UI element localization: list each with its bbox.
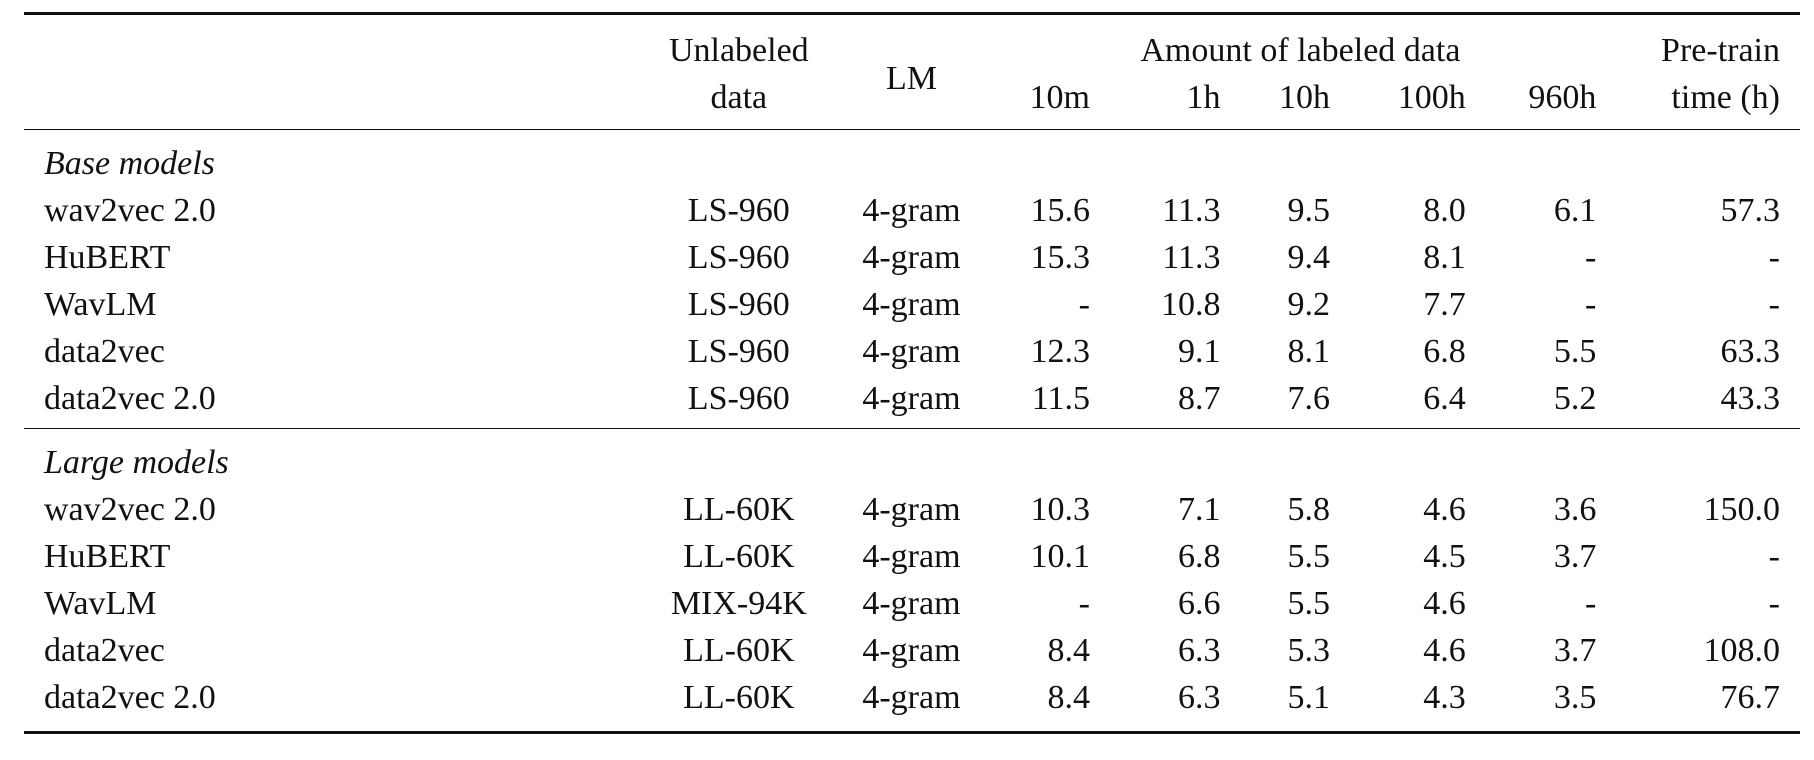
cell-pretrain: - [1768,239,1780,276]
cell-model: data2vec [44,632,165,669]
cell-100h: 6.4 [1423,380,1466,417]
cell-lm: 4-gram [862,380,961,417]
cell-1h: 11.3 [1162,239,1221,276]
header-pretrain-line1: Pre-train [1661,32,1780,69]
cell-unlabeled: LS-960 [687,192,790,229]
section-title-row [24,130,1800,188]
section-base-models [24,130,1800,429]
section-title: Base models [44,145,215,182]
cell-100h: 4.6 [1423,491,1466,528]
header-amount-labeled: Amount of labeled data [1140,32,1461,69]
cell-model: WavLM [44,286,157,323]
cell-lm: 4-gram [862,632,961,669]
table-row [24,674,1800,733]
cell-pretrain: 43.3 [1720,380,1780,417]
table-row [24,580,1800,627]
header-col-960h: 960h [1528,79,1597,116]
cell-10m: 8.4 [1047,632,1090,669]
table-row [24,627,1800,674]
cell-10h: 5.1 [1287,679,1330,716]
cell-100h: 4.5 [1423,538,1466,575]
cell-960h: 6.1 [1553,192,1597,229]
cell-10h: 9.4 [1287,239,1330,276]
cell-lm: 4-gram [862,585,961,622]
section-large-models [24,429,1800,733]
cell-10m: 15.6 [1030,192,1090,229]
cell-1h: 6.3 [1178,679,1221,716]
header-pretrain-line2: time (h) [1671,79,1780,116]
cell-100h: 4.6 [1423,632,1466,669]
header-col-10h: 10h [1279,79,1330,116]
cell-unlabeled: LL-60K [683,679,795,716]
header-col-100h: 100h [1397,79,1466,116]
table-row [24,533,1800,580]
cell-960h: 3.7 [1553,632,1597,669]
cell-1h: 6.3 [1178,632,1221,669]
cell-model: data2vec 2.0 [44,380,216,417]
table-row [24,486,1800,533]
cell-1h: 6.6 [1178,585,1221,622]
cell-100h: 8.0 [1423,192,1466,229]
cell-lm: 4-gram [862,491,961,528]
cell-lm: 4-gram [862,239,961,276]
cell-pretrain: 57.3 [1720,192,1780,229]
cell-1h: 10.8 [1161,286,1221,323]
cell-10h: 9.5 [1287,192,1330,229]
cell-960h: 5.5 [1553,333,1597,370]
cell-960h: - [1585,286,1597,323]
cell-100h: 4.3 [1423,679,1466,716]
cell-960h: - [1585,585,1597,622]
cell-model: data2vec 2.0 [44,679,216,716]
table-row [24,187,1800,234]
table-row [24,328,1800,375]
cell-10h: 9.2 [1287,286,1330,323]
cell-960h: 3.7 [1553,538,1597,575]
header-unlabeled-line2: data [710,79,768,116]
cell-1h: 6.8 [1178,538,1221,575]
section-title-row [24,429,1800,487]
cell-unlabeled: LL-60K [683,632,795,669]
cell-unlabeled: LS-960 [687,380,790,417]
cell-100h: 8.1 [1423,239,1466,276]
cell-pretrain: 76.7 [1720,679,1780,716]
table-row [24,234,1800,281]
cell-unlabeled: LL-60K [683,491,795,528]
cell-pretrain: - [1768,286,1780,323]
cell-pretrain: - [1768,538,1780,575]
cell-100h: 4.6 [1423,585,1466,622]
cell-10m: 10.1 [1030,538,1090,575]
cell-model: wav2vec 2.0 [44,491,216,528]
cell-960h: 3.6 [1553,491,1597,528]
header-model-empty [24,14,647,130]
header-col-10m: 10m [1029,79,1090,116]
cell-lm: 4-gram [862,538,961,575]
cell-10m: 8.4 [1047,679,1090,716]
header-lm: LM [885,59,937,97]
header-row-1 [24,14,1800,75]
cell-10h: 7.6 [1287,380,1330,417]
cell-10h: 8.1 [1287,333,1330,370]
cell-10h: 5.5 [1287,585,1330,622]
cell-unlabeled: MIX-94K [670,585,807,622]
cell-1h: 7.1 [1178,491,1221,528]
results-table [24,12,1800,734]
cell-lm: 4-gram [862,333,961,370]
cell-pretrain: - [1768,585,1780,622]
cell-model: data2vec [44,333,165,370]
cell-1h: 9.1 [1178,333,1221,370]
cell-1h: 11.3 [1162,192,1221,229]
cell-10m: - [1078,286,1090,323]
cell-960h: 3.5 [1553,679,1597,716]
cell-pretrain: 63.3 [1720,333,1780,370]
results-table-container [24,12,1800,734]
cell-10m: 10.3 [1030,491,1090,528]
cell-pretrain: 150.0 [1703,491,1780,528]
cell-960h: - [1585,239,1597,276]
cell-unlabeled: LS-960 [687,286,790,323]
cell-lm: 4-gram [862,192,961,229]
cell-model: wav2vec 2.0 [44,192,216,229]
header-col-1h: 1h [1186,79,1221,116]
cell-10m: 15.3 [1030,239,1090,276]
cell-model: HuBERT [44,538,171,575]
cell-10m: 12.3 [1030,333,1090,370]
cell-1h: 8.7 [1178,380,1221,417]
table-row [24,375,1800,429]
cell-960h: 5.2 [1553,380,1597,417]
cell-10h: 5.3 [1287,632,1330,669]
cell-lm: 4-gram [862,679,961,716]
cell-lm: 4-gram [862,286,961,323]
cell-100h: 6.8 [1423,333,1466,370]
cell-10h: 5.5 [1287,538,1330,575]
header-unlabeled-line1: Unlabeled [668,32,809,69]
cell-unlabeled: LL-60K [683,538,795,575]
cell-10h: 5.8 [1287,491,1330,528]
cell-100h: 7.7 [1423,286,1466,323]
section-title: Large models [44,444,229,481]
table-row [24,281,1800,328]
cell-model: HuBERT [44,239,171,276]
cell-10m: - [1078,585,1090,622]
table-header [24,14,1800,130]
cell-model: WavLM [44,585,157,622]
cell-10m: 11.5 [1031,380,1090,417]
cell-unlabeled: LS-960 [687,239,790,276]
cell-unlabeled: LS-960 [687,333,790,370]
cell-pretrain: 108.0 [1703,632,1780,669]
